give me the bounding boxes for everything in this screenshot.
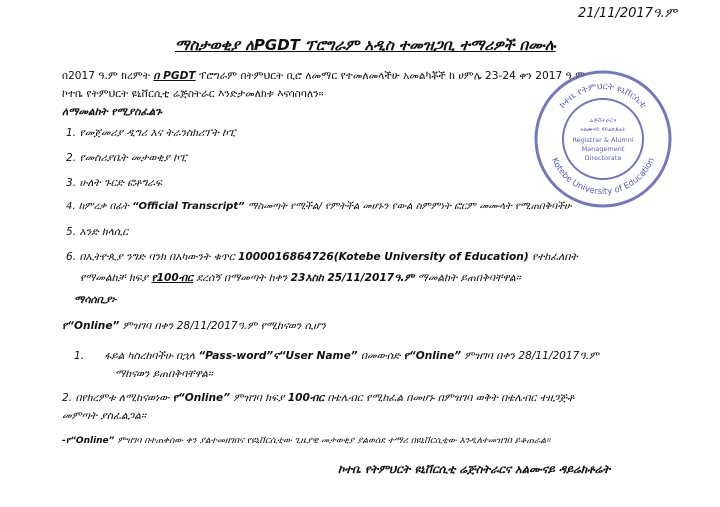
- fee-amount: የ100ብር: [151, 272, 194, 284]
- online-label: የ“Online”: [403, 350, 462, 362]
- online-registration-line: [62, 320, 326, 333]
- intro-line-1: [62, 70, 585, 83]
- requirement-item: 2. የመስሪያቤት መታወቂያ ኮፒ: [66, 152, 187, 164]
- seal-text-bottom: Kotebe University of Education: [549, 156, 657, 198]
- pgdt-highlight: በ PGDT: [153, 70, 196, 82]
- requirements-heading: ለማመልከት የሚያስፈልጉ: [62, 106, 162, 118]
- requirement-item-6: [66, 251, 578, 264]
- req6-text: ደረሰኝ በማመጣት ከቀን: [196, 272, 288, 284]
- requirement-item-6-line-2: [80, 272, 521, 285]
- online-date: ምዝገባ በቀን 28/11/2017ዓ.ም: [122, 320, 258, 332]
- requirement-item: 3. ሁለት ጉርድ ፎቶግራፍ: [66, 177, 163, 189]
- seal-center-line: Directorate: [584, 154, 622, 162]
- item2-text-3: በቴሌብር የሚከፈል በመሆኑ በምዝገባ ወቅት በቴሌብር ተዘጋጅቶ: [327, 392, 575, 404]
- requirement-item-4: [66, 201, 572, 212]
- item1-number: 1.: [74, 350, 85, 362]
- notice-heading: ማሳሰቢያ፦: [74, 294, 117, 306]
- req6-suffix: የተከፈለበት: [532, 251, 578, 263]
- intro-text: ፕሮግራም በትምህርት ቢሮ ለመማር የተመለመላችሁ አመልካቾች ከ ሀምሌ 23-24 ቀን 2017 ዓ.ም: [198, 70, 586, 82]
- item1-text-2: በመውሰድ: [360, 350, 401, 362]
- seal-center-line: Management: [581, 145, 625, 153]
- intro-text: በ2017 ዓ.ም ክረምት: [62, 70, 150, 82]
- application-dates: 23እስከ 25/11/2017ዓ.ም: [290, 272, 415, 284]
- item1-date: ምዝገባ በቀን 28/11/2017ዓ.ም: [464, 350, 599, 362]
- item2-text: 2. በየክረምቱ ለሚከናወነው: [62, 392, 170, 404]
- official-transcript-label: “Official Transcript”: [132, 201, 245, 212]
- document-title: ማስታወቂያ ለPGDT ፕሮግራም አዲስ ተመዝጋቢ ተማሪዎች በሙሉ: [175, 36, 556, 54]
- footnote: [62, 436, 550, 446]
- credentials-label: “Pass-word”ና“User Name”: [198, 350, 358, 362]
- document-date: 21/11/2017ዓ.ም: [578, 6, 677, 21]
- online-label: የ“Online”: [62, 320, 120, 332]
- online-label: የ“Online”: [172, 392, 231, 404]
- online-text: የሚከናወን ሲሆን: [260, 320, 326, 332]
- notice-item-1: [74, 350, 599, 363]
- official-seal-stamp: [532, 68, 674, 210]
- intro-line-2: ኮተቤ የትምህርት ዩኒቨርሲቲ ሬጅስትራር እንድታመለክቱ እናሳስባለን።: [62, 88, 324, 100]
- seal-center-line: ሬጅስትራርና: [589, 117, 617, 124]
- requirement-item: 5. አንድ ክላሲር: [66, 226, 129, 238]
- req6-prefix: 6. በኢትዮጲያ ንግድ ባንክ በአካውንት ቁጥር: [66, 251, 235, 263]
- seal-center-line: Registrar & Alumni: [572, 136, 634, 144]
- req6-text-end: ማመልከት ይጠበቅባቸዋል።: [417, 272, 521, 284]
- item2-fee: 100ብር: [287, 392, 325, 404]
- item1-text: ፋይል ካስረከባችሁ በኋላ: [104, 350, 195, 362]
- seal-center-line: አልሙናይ ዳይሬክቶሬት: [580, 127, 626, 133]
- footnote-text: ምዝገባ በተጠቀሰው ቀን ያልተመዘገበና የዩኒቨርሲቲው ጊዜያዊ መታወቂያ ያልወሰደ ተማሪ በዩኒቨርሲቲው እንዲለተመዝገበ ይቆጠራል።: [117, 436, 551, 446]
- seal-text-top: ኮተቤ የትምህርት ዩኒቨርሲቲ: [557, 81, 649, 111]
- req4-prefix: 4. ከምረቃ በፊት: [66, 201, 129, 212]
- notice-item-1-line-2: ማከናወን ይጠበቅባቸዋል።: [115, 368, 213, 380]
- req4-text: ማስመጣት የሚችል/ የምትችል መሆኑን የውል ስምምነት ፎርም መሙላት የሚጠበቅባችሁ: [247, 201, 572, 212]
- notice-item-2-line-2: መምጣት ያስፈልጋል።: [62, 410, 146, 422]
- bank-account-number: 1000016864726(Kotebe University of Education): [237, 251, 529, 263]
- notice-item-2: [62, 392, 574, 405]
- req6-fee-label: የማመልከቻ ክፍያ: [80, 272, 149, 284]
- signature-line: ኮተቤ የትምህርት ዩኒቨርሲቲ ሬጅስትራርና አልሙናይ ዳይሬክቶሬት: [338, 462, 611, 476]
- requirement-item: 1. የመጀመሪያ ዲግሪ እና ትራንስክሪፕት ኮፒ: [66, 127, 236, 139]
- item2-text-2: ምዝገባ ክፍያ: [233, 392, 285, 404]
- online-label: -የ“Online”: [62, 436, 115, 446]
